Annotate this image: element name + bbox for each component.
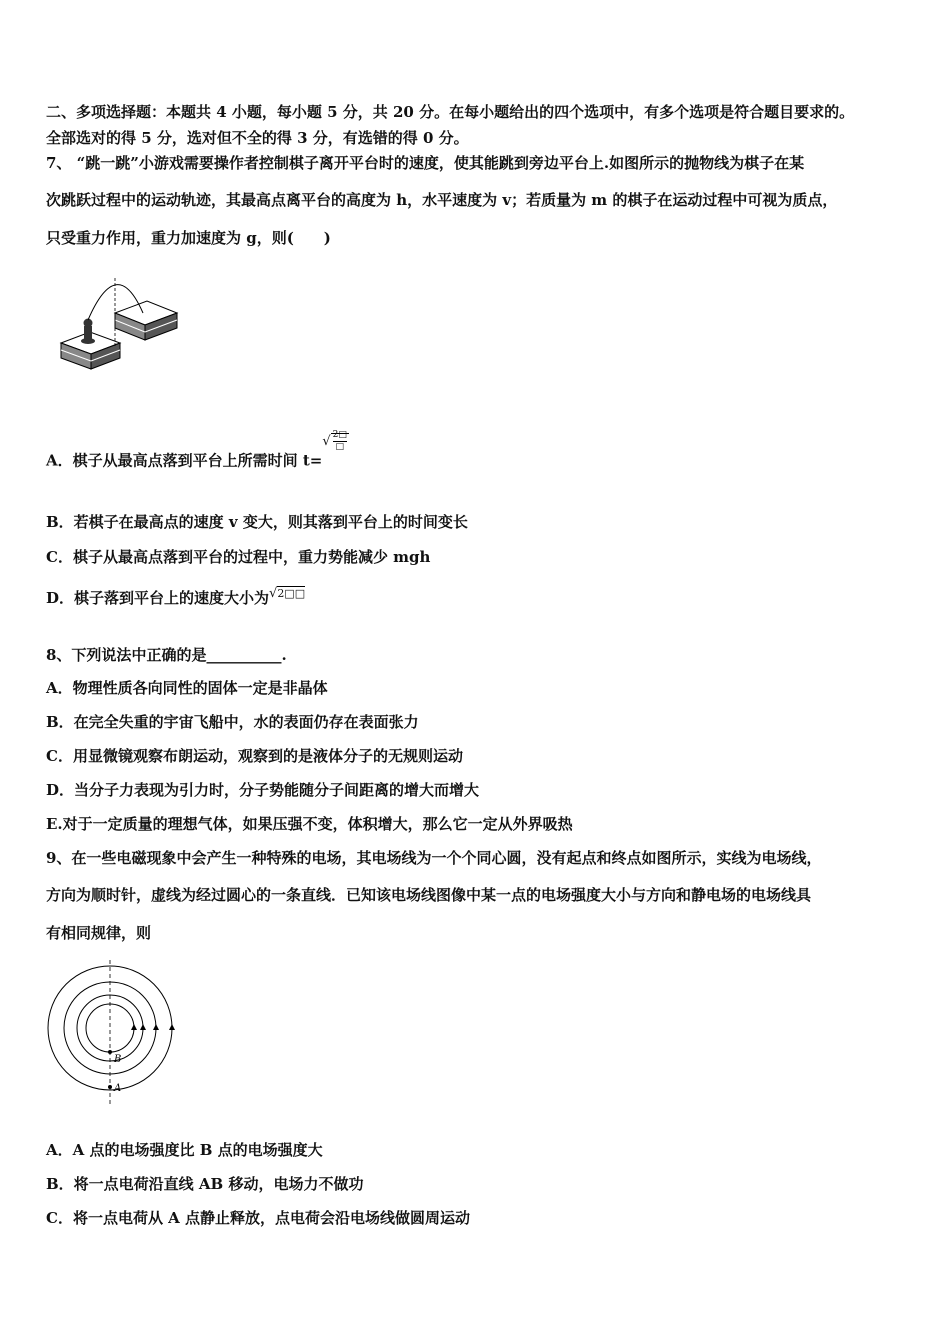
q7-option-a (46, 430, 349, 473)
q9-stem-line1: 9、在一些电磁现象中会产生一种特殊的电场，其电场线为一个个同心圆，没有起点和终点如图所示，实线为电场线， (46, 849, 822, 867)
q8-option-e: E.对于一定质量的理想气体，如果压强不变，体积增大，那么它一定从外界吸热 (46, 815, 573, 833)
point-b-label: B (114, 1054, 122, 1065)
q7-option-a-fraction (333, 430, 347, 453)
q8-option-d: D．当分子力表现为引力时，分子势能随分子间距离的增大而增大 (46, 781, 480, 799)
q7-option-d-radicand: 2□□ (277, 587, 306, 600)
section-heading-line2: 全部选对的得 5 分，选对但不全的得 3 分，有选错的得 0 分。 (46, 129, 469, 147)
q7-option-a-denominator: □ (335, 442, 345, 452)
section-heading-line1: 二、多项选择题：本题共 4 小题，每小题 5 分，共 20 分。在每小题给出的四个选项中，有多个选项是符合题目要求的。 (46, 103, 855, 121)
q7-stem-line2: 次跳跃过程中的运动轨迹，其最高点离平台的高度为 h，水平速度为 v；若质量为 m 的棋子在运动过程中可视为质点， (46, 191, 838, 209)
q9-stem-line2: 方向为顺时针，虚线为经过圆心的一条直线．已知该电场线图像中某一点的电场强度大小与方向和静电场的电场线具 (46, 886, 812, 904)
q9-option-b: B．将一点电荷沿直线 AB 移动，电场力不做功 (46, 1175, 364, 1193)
q8-option-a: A．物理性质各向同性的固体一定是非晶体 (46, 679, 328, 697)
sqrt-icon: √2□□ (269, 586, 306, 601)
q8-option-b: B．在完全失重的宇宙飞船中，水的表面仍存在表面张力 (46, 713, 419, 731)
q7-option-d (46, 588, 305, 609)
q7-option-a-text: A．棋子从最高点落到平台上所需时间 t= (46, 451, 323, 470)
concentric-field-figure (44, 958, 179, 1108)
point-a-label: A (114, 1083, 122, 1094)
sqrt-icon: √ $\frac{2□}{□}$ (322, 430, 347, 452)
jump-game-figure (55, 268, 180, 378)
q7-option-a-numerator: 2□ (332, 430, 347, 440)
q7-option-b: B．若棋子在最高点的速度 v 变大，则其落到平台上的时间变长 (46, 513, 468, 531)
q7-option-c: C．棋子从最高点落到平台的过程中，重力势能减少 mgh (46, 548, 431, 566)
q9-stem-line3: 有相同规律，则 (46, 924, 152, 942)
q7-stem-line1: 7、 “跳一跳”小游戏需要操作者控制棋子离开平台时的速度，使其能跳到旁边平台上.如图所示的抛物线为棋子在某 (46, 154, 805, 172)
q9-option-a: A．A 点的电场强度比 B 点的电场强度大 (46, 1141, 323, 1159)
q7-option-d-text: D．棋子落到平台上的速度大小为 (46, 589, 270, 607)
q8-option-c: C．用显微镜观察布朗运动，观察到的是液体分子的无规则运动 (46, 747, 463, 765)
q7-stem-line3: 只受重力作用，重力加速度为 g，则( ) (46, 229, 331, 247)
q8-stem: 8、下列说法中正确的是__________. (46, 646, 287, 664)
q9-option-c: C．将一点电荷从 A 点静止释放，点电荷会沿电场线做圆周运动 (46, 1209, 471, 1227)
